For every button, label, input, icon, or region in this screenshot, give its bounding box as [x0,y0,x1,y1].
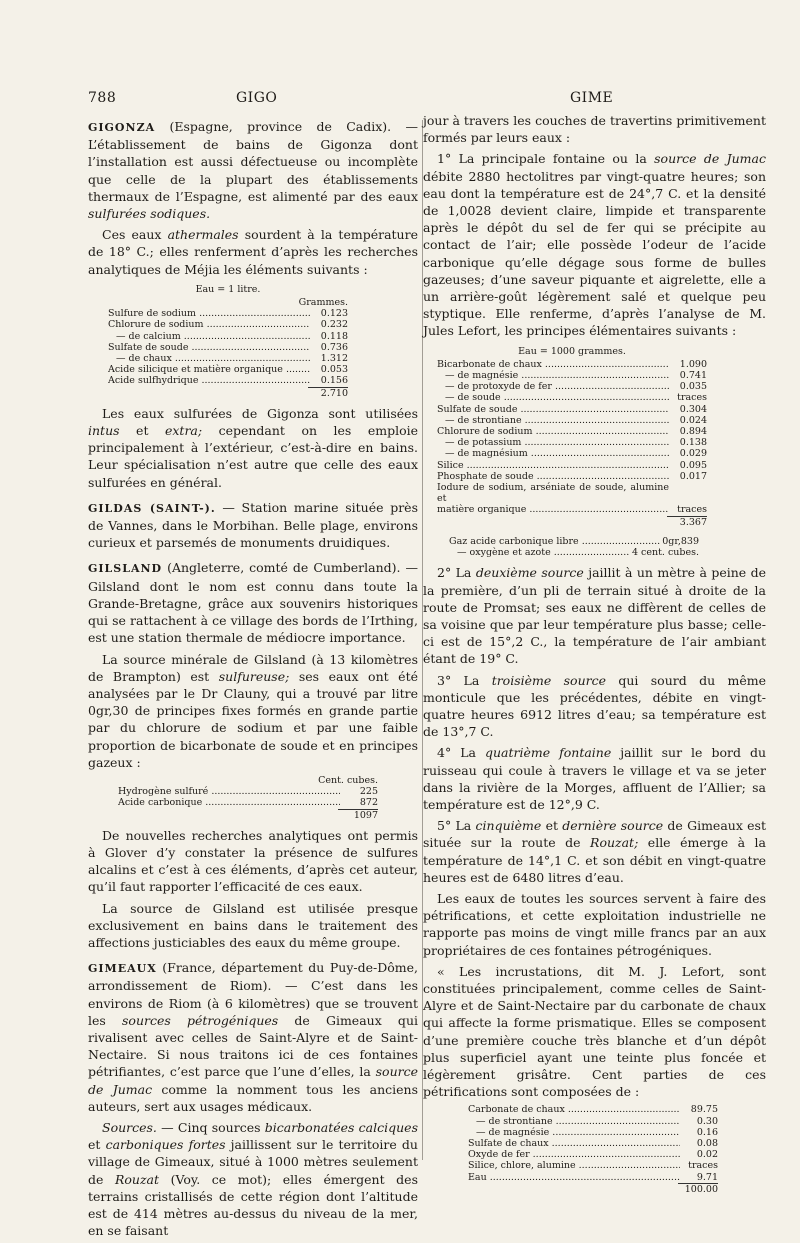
table-row [449,536,699,547]
row-label: Sulfate de soude ..... [437,404,669,415]
table-row [437,426,707,437]
table-row [108,331,348,342]
table-row [437,404,707,415]
table-row [468,1104,718,1115]
row-label: Acide sulfhydrique ..... [108,375,310,386]
gas-table [118,775,378,821]
row-value: 1.312 [320,353,348,365]
table-units: Cent. cubes. [318,774,378,786]
paragraph: La source minérale de Gilsland (à 13 kilomètres de Brampton) est sulfureuse; ses eaux ont été analysées par le Dr Clauny, qui a trouvé par litre 0gr,30 de principes fixes formés en grande partie par du chlorure de sodium et par une faible proportion de bicarbonate de soude et en principes gazeux : [88,651,418,770]
row-value: 0.095 [679,459,707,471]
table-row [108,342,348,353]
row-label: — de strontiane ..... [468,1116,680,1127]
row-label: Chlorure de sodium ..... [108,319,310,330]
row-label: — de magnésie ..... [468,1127,680,1138]
row-value: 0.16 [696,1126,718,1138]
headword: GIGONZA [88,121,156,134]
entry-gigonza: GIGONZA (Espagne, province de Cadix). — L’établissement de bains de Gigonza dont l’installation est aussi défectueuse ou incomplète que celle de la plupart des établissements thermaux de l’Espagne, est alimenté par des eaux sulfurées sodiques. [88,119,418,222]
row-label: — de calcium ..... [108,331,310,342]
row-label: Sulfate de chaux ..... [468,1138,680,1149]
table-row [437,460,707,471]
row-label: Silice ..... [437,460,669,471]
row-label: Oxyde de fer ..... [468,1149,680,1160]
row-label: — de potassium ..... [437,437,669,448]
headword: GILDAS (SAINT-). [88,501,216,515]
table-row [468,1138,718,1149]
row-value: 0.08 [696,1138,718,1149]
row-label: Silice, chlore, alumine ..... [468,1160,680,1171]
table-row [437,504,707,515]
table-total: 1097 [338,809,378,821]
table-row [108,319,348,330]
table-row [468,1172,718,1183]
paragraph: jour à travers les couches de travertins primitivement formés par leurs eaux : [423,113,766,146]
row-label: matière organique ..... [437,504,669,515]
table-total: 2.710 [308,387,348,399]
row-value: 0.894 [679,426,707,438]
table-caption: Eau = 1000 grammes. [518,345,626,357]
table-total: 100.00 [678,1183,718,1195]
row-label: Sulfure de sodium ..... [108,308,310,319]
paragraph: 1° La principale fontaine ou la source de Jumac débite 2880 hectolitres par vingt-quatre heures; son eau dont la température est de 24°,7 C. et la densité de 1,0028 devient claire, limpide et transparente après le dépôt du sel de fer qui se précipite au contact de l’air; elle possède l’odeur de l’acide carbonique qu’elle dégage sous forme de bulles gazeuses; d’une saveur piquante et aigrelette, elle a un arrière-goût légèrement salé et quelque peu styptique. Elle renferme, d’après l’analyse de M. Jules Lefort, les principes élémentaires suivants : [423,151,766,339]
table-row [108,364,348,375]
row-label: Carbonate de chaux ..... [468,1104,680,1115]
paragraph: La source de Gilsland est utilisée presque exclusivement en bains dans le traitement des affections justiciables des eaux du même groupe. [88,900,418,950]
row-label: Phosphate de soude ..... [437,471,669,482]
row-value: 0.156 [320,375,348,387]
table-row [437,415,707,426]
paragraph: Sources. — Cinq sources bicarbonatées calciques et carboniques fortes jaillissent sur le territoire du village de Gimeaux, situé à 1000 mètres seulement de Rouzat (Voy. ce mot); elles émergent des terrains cristallisés de cette région dont l’altitude est de 414 mètres au-dessus du niveau de la mer, en se faisant [88,1119,418,1239]
headword: GILSLAND [88,562,163,576]
paragraph: De nouvelles recherches analytiques ont permis à Glover d’y constater la présence de sulfures alcalins et c’est à ces éléments, d’après cet auteur, qu’il faut rapporter l’efficacité de ces eaux. [88,827,418,895]
row-label: — de chaux ..... [108,353,310,364]
row-value: traces [688,1160,718,1172]
row-value: 0.138 [679,437,707,449]
row-label: Hydrogène sulfuré ..... [118,786,340,797]
right-column [423,112,766,1201]
paragraph: 3° La troisième source qui sourd du même monticule que les précédentes, débite en vingt-quatre heures 6912 litres d’eau; sa température est de 13°,7 C. [423,672,767,740]
row-label: — de magnésie ..... [437,370,669,381]
table-row [437,359,707,370]
table-row [108,375,348,386]
row-label: — de soude ..... [437,392,669,403]
row-label: Bicarbonate de chaux ..... [437,359,669,370]
table-row [437,392,707,403]
paragraph: Les eaux de toutes les sources servent à faire des pétrifications, et cette exploitation industrielle ne rapporte pas moins de vingt mille francs par an aux propriétaires de ces fontaines pétrogéniques. [423,890,766,958]
table-row [468,1149,718,1160]
row-label: Sulfate de soude ..... [108,342,310,353]
table-row [468,1127,718,1138]
row-label: Gaz acide carbonique libre ..... [449,536,660,547]
page-number: 788 [88,90,117,106]
paragraph: « Les incrustations, dit M. J. Lefort, sont constituées principalement, comme celles de Saint-Alyre et de Saint-Nectaire par du carbonate de chaux qui affecte la forme prismatique. Elles se composent d’une première couche très blanche et d’un dépôt plus superficiel ayant une teinte plus foncée et légèrement grisâtre. Cent parties de ces pétrifications sont composées de : [423,963,766,1100]
row-value: 89.75 [690,1104,718,1116]
paragraph: 2° La deuxième source jaillit à un mètre à peine de la première, d’un pli de terrain situé à droite de la route de Promsat; ses eaux ne diffèrent de celles de sa voisine que par leur température plus basse; celle-ci est de 15°,2 C., la température de l’air ambiant étant de 19° C. [423,565,767,667]
entry-gildas: GILDAS (SAINT-). — Station marine située près de Vannes, dans le Morbihan. Belle plage, environs curieux et parsemés de monuments druidiques. [88,499,418,551]
paragraph: Les eaux sulfurées de Gigonza sont utilisées intus et extra; cependant on les emploie principalement à l’extérieur, c’est-à-dire en bains. Leur spécialisation n’est autre que celle des eaux sulfurées en général. [88,405,418,490]
right-running-head: GIME [570,90,614,106]
row-value: 0.123 [320,308,348,320]
table-units: Grammes. [298,297,348,309]
table-row [108,353,348,364]
table-row [437,482,707,504]
row-value: 1.090 [679,358,707,370]
table-row [437,437,707,448]
row-value: 0.741 [679,370,707,382]
paragraph: 5° La cinquième et dernière source de Gimeaux est située sur la route de Rouzat; elle émerge à la température de 14°,1 C. et son débit en vingt-quatre heures est de 6480 litres d’eau. [423,818,766,885]
left-column [88,118,418,1243]
paragraph: 4° La quatrième fontaine jaillit sur le bord du ruisseau qui coule à travers le village et va se jeter dans la rivière de la Morges, affluent de l’Allier; sa température est de 12°,9 C. [423,745,766,812]
row-label: Acide carbonique ..... [118,797,340,808]
row-label: — de strontiane ..... [437,415,669,426]
paragraph: Ces eaux athermales sourdent à la température de 18° C.; elles renferment d’après les recherches analytiques de Méjia les éléments suivants : [88,227,418,277]
analysis-table [437,346,707,559]
table-row [468,1116,718,1127]
row-label: — de magnésium ..... [437,448,669,459]
row-value: 872 [359,797,378,809]
row-value: 225 [359,786,378,798]
table-row [437,471,707,482]
row-value: 0.118 [320,330,348,342]
table-row [468,1160,718,1171]
table-row [118,786,378,797]
table-row [108,308,348,319]
row-value: 0.035 [679,381,707,393]
row-value: 4 cent. cubes. [631,547,699,559]
row-label: Eau ..... [468,1172,680,1183]
row-label: Chlorure de sodium ..... [437,426,669,437]
row-label: Iodure de sodium, arséniate de soude, alumine et [437,482,669,505]
row-label: — oxygène et azote ..... [449,547,630,558]
row-label: Acide silicique et matière organique ..... [108,364,310,375]
row-value: 9.71 [696,1171,718,1183]
row-value: 0.304 [679,403,707,415]
table-row [449,547,699,558]
row-value: 0.02 [696,1149,718,1161]
analysis-table [108,284,348,399]
left-running-head: GIGO [236,90,278,106]
headword: GIMEAUX [88,962,157,976]
composition-table [468,1104,718,1195]
row-value: 0.053 [320,364,348,376]
table-total: 3.367 [667,516,707,528]
table-caption: Eau = 1 litre. [195,283,261,295]
row-value: 0.232 [320,319,348,331]
entry-gilsland: GILSLAND (Angleterre, comté de Cumberland). — Gilsland dont le nom est connu dans toute la Grande-Bretagne, grâce aux souvenirs historiques qui se rattachent à ce village des bords de l’Irthing, est une station thermale de médiocre importance. [88,560,418,646]
table-row [437,448,707,459]
row-value: 0gr,839 [662,535,699,547]
row-label: — de protoxyde de fer ..... [437,381,669,392]
table-row [118,797,378,808]
row-value: traces [677,392,707,404]
entry-gimeaux: GIMEAUX (France, département du Puy-de-Dôme, arrondissement de Riom). — C’est dans les environs de Riom (à 6 kilomètres) que se trouvent les sources pétrogéniques de Gimeaux qui rivalisent avec celles de Saint-Alyre et de Saint-Nectaire. Si nous traitons ici de ces fontaines pétrifiantes, c’est parce que l’une d’elles, la source de Jumac comme la nomment tous les anciens auteurs, sert aux usages médicaux. [88,960,418,1114]
row-value: 0.30 [696,1115,718,1127]
table-row [437,370,707,381]
row-value: 0.736 [320,341,348,353]
row-value: 0.017 [679,470,707,482]
row-value: traces [677,504,707,516]
row-value: 0.029 [679,448,707,460]
row-value: 0.024 [679,414,707,426]
table-row [437,381,707,392]
